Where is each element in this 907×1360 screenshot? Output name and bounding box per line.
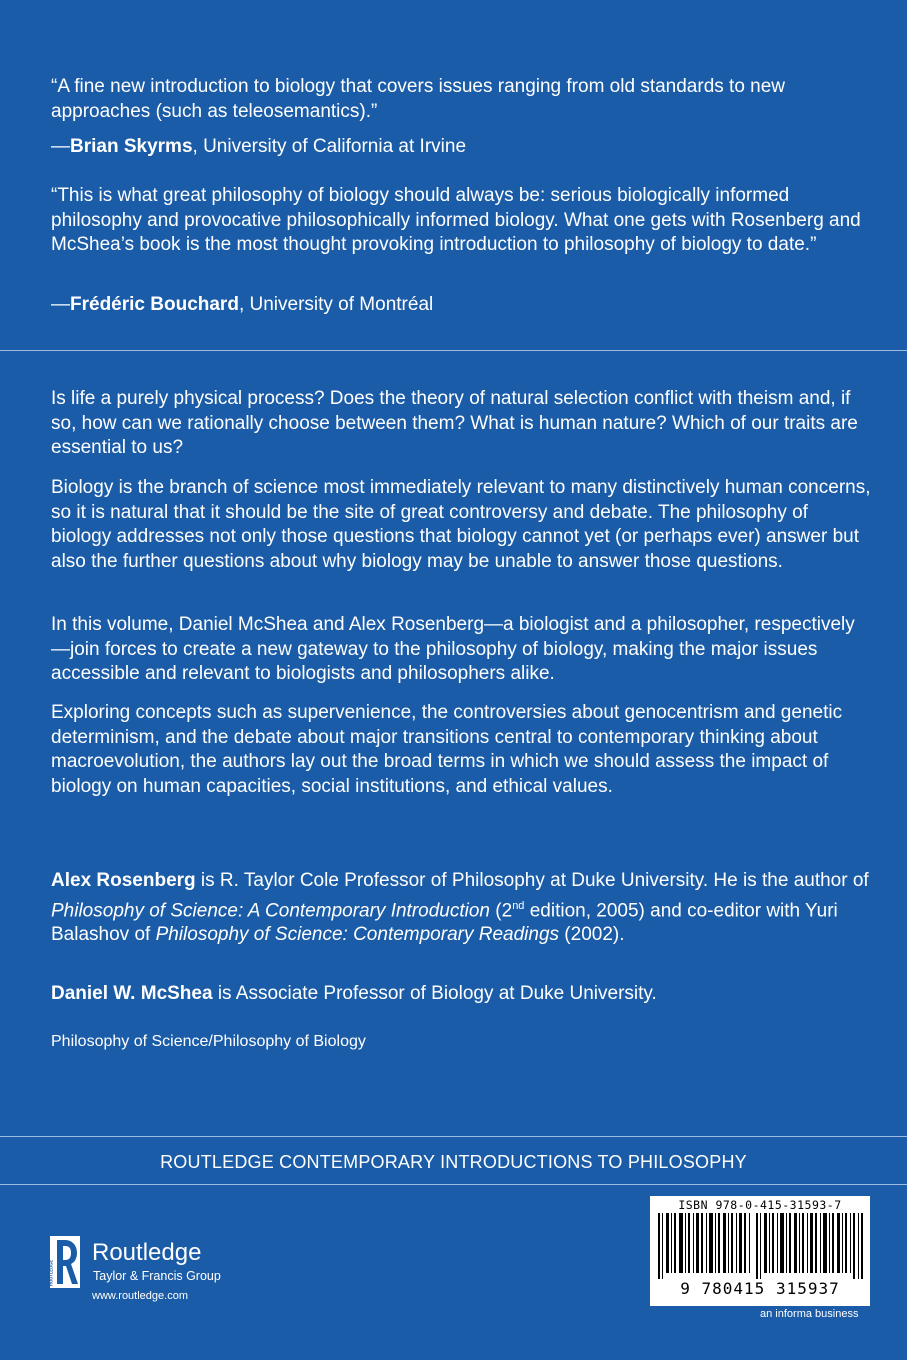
informa-tagline: an informa business	[760, 1308, 859, 1320]
endorser-name: Brian Skyrms	[70, 136, 193, 157]
book-title: Philosophy of Science: Contemporary Readings	[155, 924, 560, 946]
barcode-number: 9 780415 315937	[680, 1279, 840, 1298]
author-name: Alex Rosenberg	[51, 870, 196, 891]
barcode	[650, 1196, 870, 1306]
barcode-bars-icon	[656, 1213, 864, 1279]
divider	[0, 350, 907, 351]
endorser-name: Frédéric Bouchard	[70, 294, 239, 315]
series-title: ROUTLEDGE CONTEMPORARY INTRODUCTIONS TO PHILOSOPHY	[160, 1152, 747, 1172]
description-paragraph: Is life a purely physical process? Does the theory of natural selection conflict with theism and, if so, how can we rationally choose between them? What is human nature? Which of our traits are essential to us?	[51, 388, 858, 458]
description-paragraph: In this volume, Daniel McShea and Alex Rosenberg—a biologist and a philosopher, respectively—join forces to create a new gateway to the philosophy of biology, making the major issues accessible and relevant to biologists and philosophers alike.	[51, 614, 855, 684]
author-name: Daniel W. McShea	[51, 983, 213, 1004]
divider	[0, 1184, 907, 1185]
publisher-name: Routledge	[92, 1239, 202, 1266]
book-title: Philosophy of Science: A Contemporary Introduction	[51, 899, 490, 921]
description-paragraph: Biology is the branch of science most immediately relevant to many distinctively human concerns, so it is natural that it should be the site of great controversy and debate. The philosophy of biology addresses not only those questions that biology cannot yet (or perhaps ever) answer but also the further questions about why biology may be unable to answer those questions.	[51, 477, 871, 572]
endorsement-attribution-2: —Frédéric Bouchard, University of Montréal	[51, 294, 434, 315]
author-bio-rosenberg: Alex Rosenberg is R. Taylor Cole Professor of Philosophy at Duke University. He is the author of Philosophy of Science: A Contemporary Introduction (2nd edition, 2005) and co-editor with Yuri Balashov of Philosophy of Science: Contemporary Readings (2002).	[51, 870, 869, 946]
author-bio-mcshea: Daniel W. McShea is Associate Professor of Biology at Duke University.	[51, 983, 657, 1004]
endorsement-quote-1: “A fine new introduction to biology that covers issues ranging from old standards to new approaches (such as teleosemantics).”	[51, 76, 786, 122]
logo-lettering: ROUTLEDGE	[48, 1259, 54, 1286]
routledge-logo-icon	[50, 1236, 80, 1288]
publisher-group: Taylor & Francis Group	[93, 1269, 221, 1283]
endorsement-attribution-1: —Brian Skyrms, University of California at Irvine	[51, 136, 467, 157]
publisher-url: www.routledge.com	[92, 1290, 188, 1302]
endorser-affiliation: University of Montréal	[249, 294, 434, 315]
endorser-affiliation: University of California at Irvine	[203, 136, 467, 157]
isbn-label: ISBN 978-0-415-31593-7	[678, 1198, 842, 1212]
endorsement-quote-2: “This is what great philosophy of biology should always be: serious biologically informed philosophy and provocative philosophically informed biology. What one gets with Rosenberg and McShea’s book is the most thought provoking introduction to philosophy of biology to date.”	[51, 185, 861, 255]
divider	[0, 1136, 907, 1137]
description-paragraph: Exploring concepts such as supervenience, the controversies about genocentrism and genetic determinism, and the debate about major transitions central to contemporary thinking about macroevolution, the authors lay out the broad terms in which we should assess the impact of biology on human capacities, social institutions, and ethical values.	[51, 702, 843, 797]
subject-category: Philosophy of Science/Philosophy of Biology	[51, 1033, 366, 1050]
